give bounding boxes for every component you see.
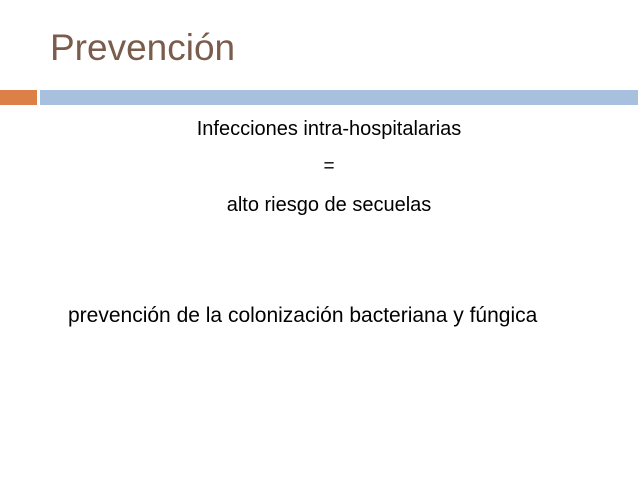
equation-block xyxy=(0,117,638,217)
equation-line-1: Infecciones intra-hospitalarias xyxy=(196,118,462,140)
title-rule-bar xyxy=(40,90,638,105)
equation-operator: = xyxy=(323,156,335,177)
body-paragraph: prevención de la colonización bacteriana y fúngica xyxy=(68,304,538,327)
slide-title: Prevención xyxy=(50,27,236,68)
title-accent-bar xyxy=(0,90,37,105)
equation-line-2: alto riesgo de secuelas xyxy=(226,193,432,216)
